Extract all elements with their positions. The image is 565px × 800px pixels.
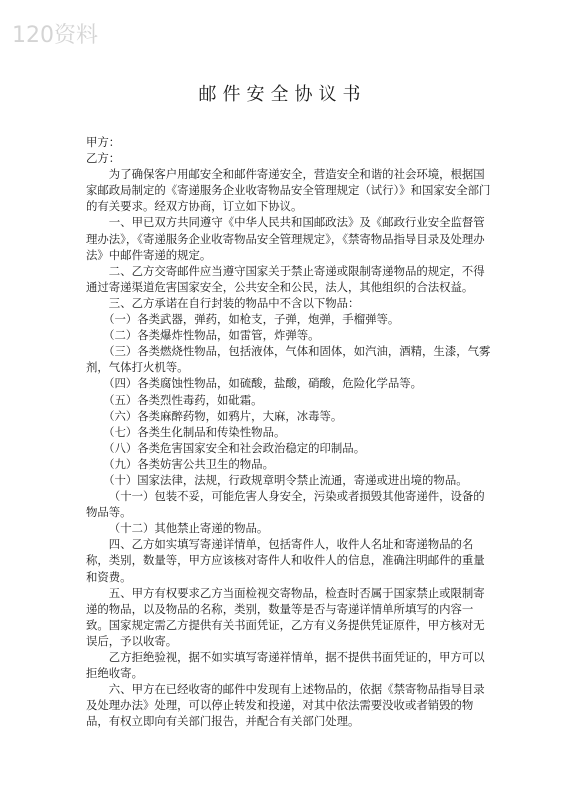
clause-6: 六、甲方在已经收寄的邮件中发现有上述物品的，依据《禁寄物品指导目录及处理办法》处理，可以停止转发和投递，对其中依法需要没收或者销毁的物品，有权立即向有关部门报告，并配合有关部门处理。: [86, 682, 485, 729]
list-item-8: （八）各类危害国家安全和社会政治稳定的印制品。: [103, 440, 366, 455]
clause-5: 五、甲方有权要求乙方当面检视交寄物品，检查时否属于国家禁止或限制寄递的物品，以及物品的名称，类别，数量等是否与寄递详情单所填写的内容一致。国家规定需乙方提供有关书面凭证，乙方有义务提供凭证原件，甲方核对无误后，予以收寄。: [86, 585, 485, 648]
party-a-label: 甲方：: [86, 135, 121, 149]
clause-2: 二、乙方交寄邮件应当遵守国家关于禁止寄递或限制寄递物品的规定，不得通过寄递渠道危害国家安全，公共安全和公民，法人，其他组织的合法权益。: [86, 263, 485, 294]
document-title: 邮件安全协议书: [198, 84, 367, 105]
list-item-2: （二）各类爆炸性物品，如雷管，炸弹等。: [103, 328, 320, 343]
clause-3: 三、乙方承诺在自行封装的物品中不含以下物品：: [108, 295, 360, 310]
list-item-11: （十一）包装不妥，可能危害人身安全，污染或者损毁其他寄递件，设备的物品等。: [86, 489, 485, 520]
party-b-label: 乙方：: [86, 151, 121, 166]
list-item-12: （十二）其他禁止寄递的物品。: [108, 521, 269, 536]
list-item-3: （三）各类燃烧性物品，包括液体，气体和固体，如汽油，酒精，生漆，气雾剂，气体打火机等。: [86, 344, 491, 375]
watermark-logo: 120资料: [12, 23, 98, 48]
document-body: [86, 134, 496, 729]
clause-1: 一、甲已双方共同遵守《中华人民共和国邮政法》及《邮政行业安全监督管理办法》，《寄递服务企业收寄物品安全管理规定》，《禁寄物品指导目录及处理办法》中邮件寄递的规定。: [86, 215, 485, 262]
list-item-4: （四）各类腐蚀性物品，如硫酸，盐酸，硝酸，危险化学品等。: [103, 376, 423, 391]
list-item-5: （五）各类烈性毒药，如砒霜。: [103, 392, 263, 407]
list-item-10: （十）国家法律，法规，行政规章明令禁止流通，寄递或进出境的物品。: [103, 472, 468, 487]
list-item-7: （七）各类生化制品和传染性物品。: [103, 424, 286, 439]
list-item-9: （九）各类妨害公共卫生的物品。: [103, 456, 274, 471]
list-item-6: （六）各类麻醉药物，如鸦片，大麻，冰毒等。: [103, 408, 343, 423]
list-item-1: （一）各类武器，弹药，如枪支，子弹，炮弹，手榴弹等。: [103, 312, 400, 327]
intro-paragraph: 为了确保客户用邮安全和邮件寄递安全，营造安全和谐的社会环境，根据国家邮政局制定的《寄递服务企业收寄物品安全管理规定（试行）》和国家安全部门的有关要求。经双方协商，订立如下协议。: [86, 167, 491, 214]
clause-4: 四、乙方如实填写寄递详情单，包括寄件人，收件人名址和寄递物品的名称，类别，数量等，甲方应该核对寄件人和收件人的信息，准确注明邮件的重量和资费。: [86, 537, 485, 584]
clause-5-refusal: 乙方拒绝验视，据不如实填写寄递祥情单，据不提供书面凭证的，甲方可以拒绝收寄。: [86, 650, 485, 681]
